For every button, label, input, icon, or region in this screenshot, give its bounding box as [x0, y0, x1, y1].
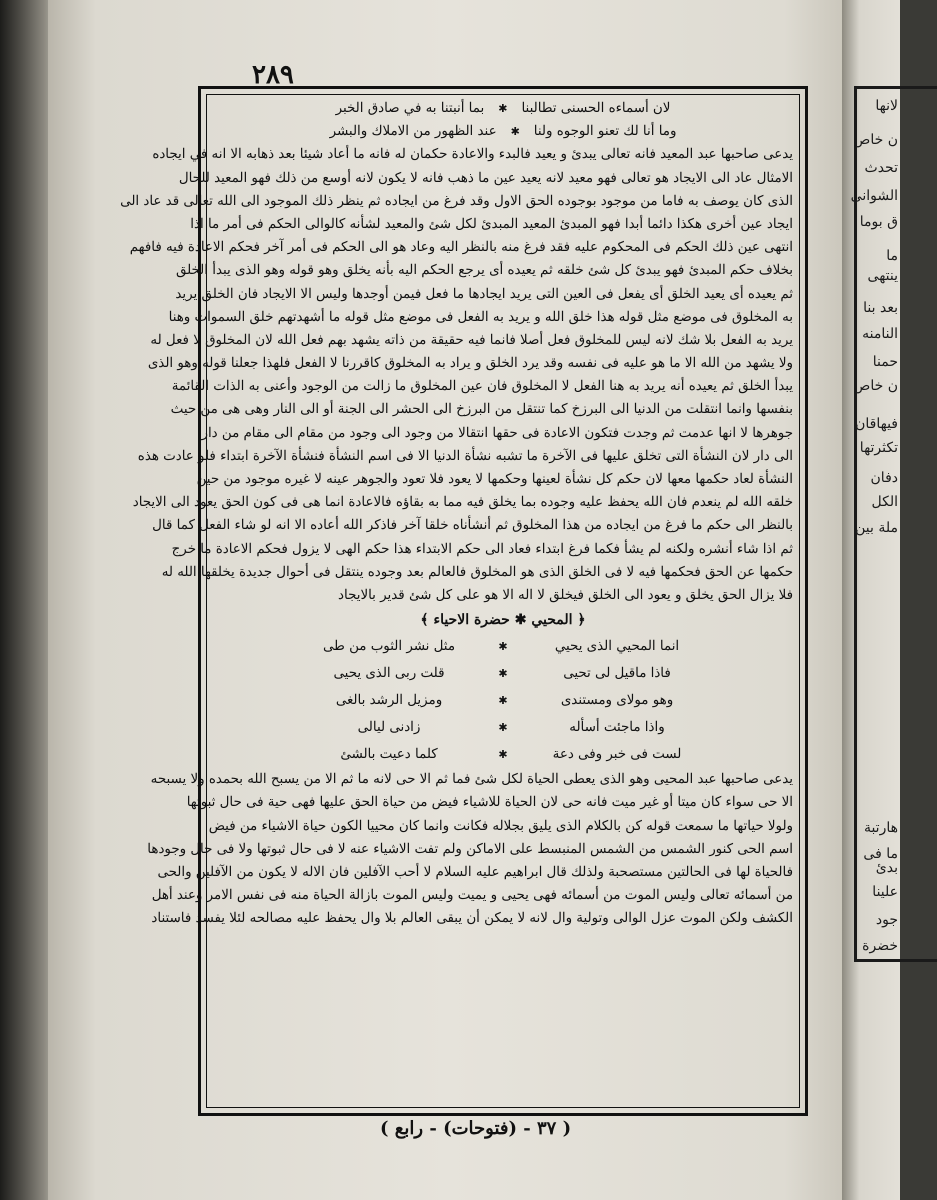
poem-hemistich-right: فاذا ماقيل لى تحيى: [563, 666, 671, 682]
star-separator-icon: ✱: [498, 748, 508, 762]
text-line: ايجاد عين أخرى هكذا دائما أبدا فهو المبدئ المعيد المبدئ لكل شئ والمعيد لشأنه كالوالى الحكم فى أمر ما اذا: [190, 216, 793, 232]
right-page-edge: [842, 0, 900, 1200]
text-line: يدعى صاحبها عبد المحيى وهو الذى يعطى الحياة لكل شئ فما ثم الا حى لانه ما ثم الا من يسبح الله بحمده ولا يسبحه: [150, 772, 793, 788]
right-page-fragment: الشوانى: [850, 188, 898, 204]
footer-signature: ( ٣٧ - (فتوحات) - رابع ): [380, 1118, 572, 1139]
right-page-fragment: بدئ: [875, 860, 898, 876]
star-separator-icon: ✱: [498, 721, 508, 735]
text-line: الى دار لان النشأة التى تخلق عليها فى الآخرة ما تشبه نشأة الدنيا الا فى اسم النشأة فنشأة الآخرة ابتداء فلو عادت هذه: [137, 448, 793, 464]
right-page-fragment: ن خاص: [853, 378, 898, 394]
poem-hemistich-left: مثل نشر الثوب من طى: [323, 639, 455, 655]
right-page-fragment: ن خاص: [853, 132, 898, 148]
text-line: الكشف ولكن الموت عزل الوالى وتولية وال لانه لا يمكن أن يبقى العالم بلا وال يحفظ عليه مصالحه لئلا يفسد فاستناد: [151, 911, 793, 927]
text-line: من أسمائه تعالى وليس الموت من أسمائه فهى يحيى و يميت وليس الموت بازالة الحياة منه فى نفس الامر وعند أهل: [151, 888, 793, 904]
right-page-fragment: فيهاقان: [855, 416, 898, 432]
star-separator-icon: ✱: [498, 694, 508, 708]
right-page-fragment: هارتبة: [863, 820, 898, 836]
poem-hemistich-right: واذا ماجئت أسأله: [569, 720, 665, 736]
page-content: [120, 97, 793, 1105]
section-heading: [213, 607, 793, 633]
page-number: ٢٨٩: [252, 60, 294, 90]
text-line: الا حى سواء كان ميتا أو غير ميت فانه حى لان الحياة للاشياء فيض من حياة الحق عليها فهى حية فى حال ثبوتها: [186, 795, 793, 811]
text-line: حكمها عن الحق فحكمها فيه لا فى الخلق الذى هو المخلوق فالعالم بعد وجوده ينتقل فى أحوال جديدة يخلقها الله له: [161, 564, 793, 580]
ornament-icon: ﴿: [577, 612, 586, 629]
star-separator-icon: ✱: [498, 102, 508, 115]
poem-hemistich-right: انما المحيي الذى يحيي: [554, 639, 680, 655]
text-line: ولولا حياتها ما سمعت قوله كن بالكلام الذى يليق بجلاله فكانت وانما كان محييا الكون حياة الاشياء من فيض: [208, 818, 793, 834]
text-line: بخلاف حكم المبدئ فهو يبدئ كل شئ خلقه ثم يعيده أى يرجع الحكم اليه بأنه يخلق وهو قوله وهو الذى يبدأ الخلق: [175, 263, 793, 279]
poem-verse: [213, 660, 793, 687]
text-line: الامثال عاد الى الايجاد هو تعالى فهو معيد لانه يعيد عين ما ذهب فانه لا يكون لانه أوسع من ذلك فهو المعيد للحال: [178, 170, 793, 186]
poem-hemistich-left: زادنى ليالى: [357, 720, 421, 736]
right-page-fragment: النامنه: [862, 326, 898, 342]
verse-hemistich-left: عند الظهور من الاملاك والبشر: [329, 124, 497, 140]
poem-verse: [213, 633, 793, 660]
right-page-fragment: بعد بنا: [863, 300, 898, 316]
text-line: فالحياة لها فى الحالتين مستصحبة ولذلك قال ابراهيم عليه السلام لا أحب الآفلين فان الاله لا يكون من الآفلين والحى: [157, 864, 793, 880]
right-page-fragment: تكثرتها: [859, 440, 898, 456]
text-line: يريد به الفعل بلا شك لانه ليس للمخلوق فعل أصلا فانما فيه حقيقة من ذاته يشهد بهم فعل الله لان المخلوق لا فعل له: [150, 332, 793, 348]
text-line: خلقه الله لم ينعدم فان الله يحفظ عليه وجوده بما يخلق فيه مما به بقاؤه فالاعادة انما هى فى كون الحق يعود الى الايجاد: [132, 495, 793, 511]
verse-hemistich-left: بما أنبتنا به في صادق الخبر: [335, 101, 485, 116]
right-page-fragment: ق بوما: [859, 214, 898, 230]
opening-verse: [213, 120, 793, 143]
text-line: فلا يزال الحق يخلق و يعود الى الخلق فيخلق لا اله الا هو على كل شئ قدير بالايجاد: [338, 587, 793, 603]
poem-verse: [213, 741, 793, 768]
poem-verse: [213, 714, 793, 741]
right-page-fragment: علينا: [872, 884, 898, 900]
right-page-fragment: ملة بين: [855, 520, 898, 536]
poem-hemistich-left: ومزيل الرشد بالغى: [335, 693, 443, 709]
right-page-fragment: ينتهى: [867, 268, 898, 284]
text-line: يبدأ الخلق ثم يعيده أنه يريد به هنا الفعل لا المخلوق فان عين المخلوق ما زالت من الوجود وأعنى به الذات القائمة: [171, 379, 793, 395]
text-line: انتهى عين ذلك الحكم فى المحكوم عليه فقد فرغ منه بالنظر اليه وعاد هو الى الحكم فى أمر آخر فحكم الاعادة فيه فافهم: [129, 240, 793, 256]
text-line: الذى كان يوصف به فاما من موجود بوجوده الحق الاول وقد فرغ من ايجاده ثم ينظر ذلك الموجود الى الله تعالى قد عاد الى: [120, 193, 793, 209]
verse-hemistich-right: وما أنا لك تعنو الوجوه ولنا: [533, 124, 677, 140]
right-page-fragment: ما فى: [863, 846, 898, 862]
star-separator-icon: ✱: [510, 125, 520, 139]
right-page-fragment: تحدث: [864, 160, 898, 176]
text-line: ثم اذا شاء أنشره ولكنه لم يشأ فكما فرغ ابتداء فعاد الى حكم الابتداء هذا حكم الهى لا يزول فحكم الاعادة ما خرج: [171, 541, 793, 557]
opening-verse: [213, 97, 793, 120]
ornament-icon: ﴾: [420, 612, 429, 629]
right-page-fragment: ما: [886, 248, 898, 264]
text-line: اسم الحى كنور الشمس من الشمس المنبسط على الاماكن ولم تفت الاشياء عنه لا فى حال ثبوتها ولا فى حال وجودها: [147, 841, 793, 857]
verse-hemistich-right: لان أسماءه الحسنى تطالبنا: [521, 101, 671, 116]
right-page-fragment: حمنا: [872, 354, 898, 370]
section-heading-title: حضرة الاحياء: [433, 612, 510, 629]
poem-hemistich-left: كلما دعيت بالشئ: [340, 747, 438, 763]
right-page-fragment: خضرة: [862, 938, 898, 954]
paragraph-al-muid: [120, 143, 793, 607]
poem: [213, 633, 793, 768]
section-heading-name: المحيي: [531, 612, 573, 629]
poem-hemistich-left: قلت ربى الذى يحيى: [333, 666, 445, 682]
text-frame: [120, 86, 808, 1116]
poem-hemistich-right: وهو مولاى ومستندى: [560, 693, 674, 709]
right-page-fragment: دفان: [870, 470, 898, 486]
text-line: ولا يشهد من الله الا ما هو عليه فى نفسه وقد يرد الخلق و يراد به المخلوق كاقررنا لا الفعل فلهذا جعلنا قوله وهو الذى: [147, 356, 793, 372]
text-line: بنفسها وانما انتقلت من الدنيا الى البرزخ كما تنتقل من البرزخ الى الحشر الى الجنة أو الى النار وهى هى من حيث: [170, 402, 793, 418]
paragraph-al-muhyi: [147, 768, 793, 930]
poem-hemistich-right: لست فى خبر وفى دعة: [552, 747, 682, 763]
text-line: النشأة لعاد حكمها معها لان حكم كل نشأة لعينها وحكمها لا يعود فلا تعود والجوهر عينه لا غيره موجود من حين: [196, 472, 793, 487]
right-page-fragment: لانها: [875, 98, 898, 114]
text-line: بالنظر الى حكم ما فرغ من ايجاده من هذا المخلوق ثم أنشأناه خلقا آخر فاذكر الله أعاده الا انه لو شاء الفعل كما قال: [152, 518, 793, 534]
text-line: به المخلوق فى موضع مثل قوله هذا خلق الله و يريد به الفعل فى موضع مثل قوله ما أشهدتهم خلق السموات وهنا: [168, 309, 793, 325]
star-separator-icon: ✱: [498, 667, 508, 681]
text-line: ثم يعيده أى يعيد الخلق أى يفعل فى العين التى يريد ايجادها ما فعل فيمن أوجدها وليس الا الايجاد فان الخلق يريد: [175, 286, 793, 302]
star-separator-icon: ✱: [514, 612, 527, 629]
text-line: جوهرها لا انها عدمت ثم وجدت فتكون الاعادة فى حقها انتقالا من وجود الى وجود من مقام الى مقام من دار: [201, 425, 793, 441]
right-page-fragment: الكل: [871, 494, 898, 510]
star-separator-icon: ✱: [498, 640, 508, 654]
poem-verse: [213, 687, 793, 714]
right-page-fragment: جود: [875, 912, 898, 928]
text-line: يدعى صاحبها عبد المعيد فانه تعالى يبدئ و يعيد فالبدء والاعادة حكمان له فانه ما أعاد شيئا بعد ذهابه الا انه في ايجاده: [152, 147, 793, 163]
